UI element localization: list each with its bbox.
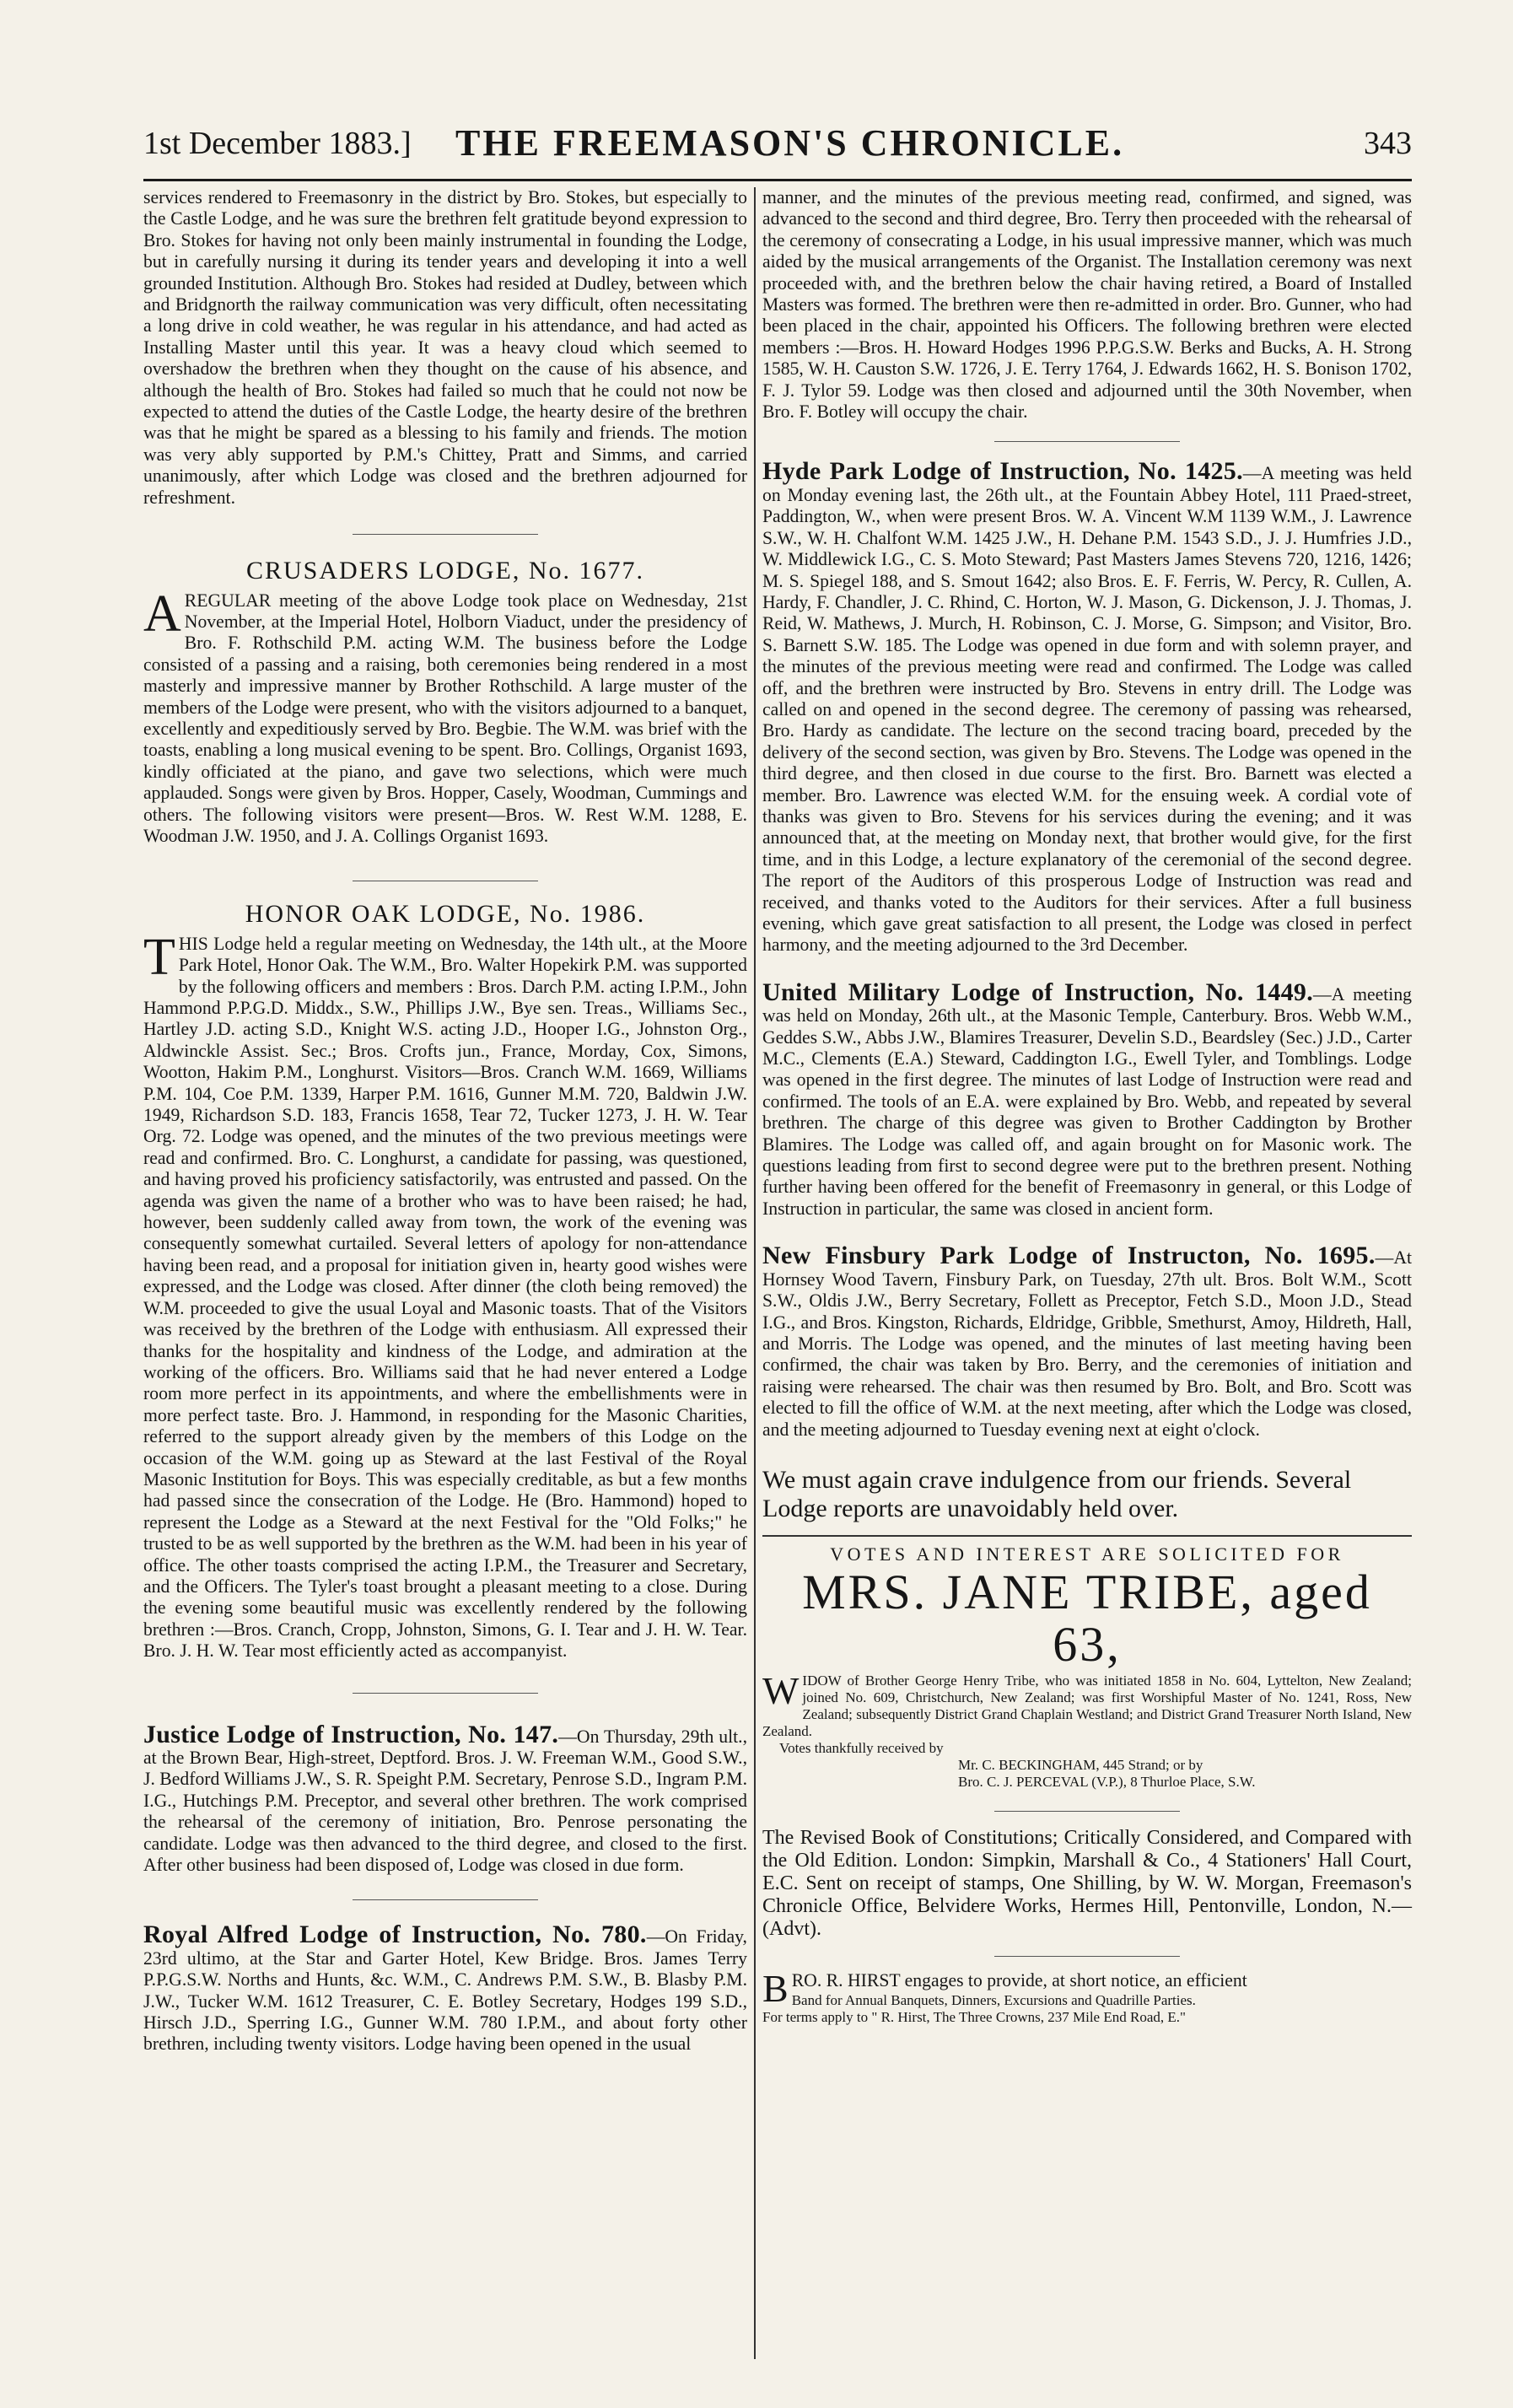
royal-alfred-text: —On Friday, 23rd ultimo, at the Star and Garter Hotel, Kew Bridge. Bros. James Terry P.P.G.S.W. Norths and Hunts, &c. W.M., C. Andrews P.M. S.W., B. Blasby P.M. J.W., Tucker W.M. 1612 Treasurer, C. E. Botley Secretary, Hodges 199 S.D., Hirsch J.D., Sperring I.G., Gunner W.M. 780 I.P.M., and about forty other brethren, including twenty visitors. Lodge having been opened in the usual	[143, 1926, 747, 2055]
united-military-lodge-report	[762, 978, 1413, 1220]
honor-oak-lodge-title: HONOR OAK LODGE, No. 1986.	[245, 900, 646, 929]
crusaders-text: REGULAR meeting of the above Lodge took place on Wednesday, 21st November, at the Imperial Hotel, Holborn Viaduct, under the presidency of Bro. F. Rothschild P.M. acting W.M. The business before the Lodge consisted of a passing and a raising, both ceremonies being rendered in a most masterly and impressive manner by Brother Rothschild. A large muster of the members of the Lodge were present, who with the visitors adjourned to a banquet, excellently and expeditiously served by Bro. Begbie. The W.M. was brief with the toasts, enabling a long musical evening to be spent. Bro. Collings, Organist 1693, kindly officiated at the piano, and gave two selections, which were much applauded. Songs were given by Bros. Hopper, Casely, Woodman, Cummings and others. The following visitors were present—Bros. W. Rest W.M. 1288, E. Woodman J.W. 1950, and J. A. Collings Organist 1693.	[143, 590, 747, 846]
crusaders-lodge-report	[143, 584, 747, 848]
royal-alfred-lodge-title: Royal Alfred Lodge of Instruction, No. 780.	[143, 1920, 647, 1949]
crusaders-lodge-title: CRUSADERS LODGE, No. 1677.	[245, 557, 645, 585]
hyde-park-lodge-report	[762, 457, 1412, 956]
votes-solicited-heading: VOTES AND INTEREST ARE SOLICITED FOR	[830, 1543, 1344, 1565]
right-column	[762, 187, 1412, 2026]
receiver-beckingham: Mr. C. BECKINGHAM, 445 Strand; or by	[958, 1757, 1203, 1774]
united-military-text: —A meeting was held on Monday, 26th ult., at the Masonic Temple, Canterbury. Bros. Webb W.M., Geddes S.W., Abbs J.W., Blamires Treasurer, Develin S.D., Beardsley (Sec.) J.D., Carter M.C., Clements (E.A.) Steward, Caddington I.G., Ewell Tyler, and Tomblings. Lodge was opened in the first degree. The minutes of last Lodge of Instruction were read and confirmed. The tools of an E.A. were explained by Bro. Webb, and repeated by several brethren. The charge of this degree was given to Brother Caddington by Brother Blamires. The Lodge was called off, and again brought on for Masonic work. The questions leading from first to second degree were put to the brethren present. Nothing further having been offered for the benefit of Freemasonry in general, or this Lodge of Instruction in particular, the same was closed in ancient form.	[762, 983, 1413, 1219]
justice-text: —On Thursday, 29th ult., at the Brown Bear, High-street, Deptford. Bros. J. W. Freeman W.M., Good S.W., J. Bedford Williams J.W., S. R. Speight P.M. Secretary, Penrose S.D., Ingram P.M. I.G., Hutchings P.M. Preceptor, and several other brethren. The work comprised the rehearsal of the ceremony of initiation, Bro. Penrose personating the candidate. Lodge was then advanced to the third degree, and closed to the first. After other business had been disposed of, Lodge was closed in due form.	[143, 1726, 747, 1876]
column-divider	[754, 187, 756, 2359]
header-rule	[143, 179, 1412, 181]
castle-lodge-continuation: services rendered to Freemasonry in the district by Bro. Stokes, but especially to the Castle Lodge, and he was sure the brethren felt gratitude beyond expression to Bro. Stokes for having not only been mainly instrumental in founding the Lodge, but in carefully nursing it during its tender years and developing it into a well grounded Institution. Although Bro. Stokes had resided at Dudley, between which and Bridgnorth the railway communication was very difficult, often necessitating a long drive in cold weather, he was regular in his attendance, and had acted as Installing Master until this year. It was a heavy cloud which seemed to overshadow the brethren when they thought on the cause of his absence, and although the health of Bro. Stokes had failed so much that he could not now be expected to attend the duties of the Castle Lodge, the hearty desire of the brethren was that he might be spared as a blessing to his family and friends. The motion was very ably supported by P.M.'s Chittey, Pratt and Simms, and carried unanimously, after which Lodge was closed and the brethren adjourned for refreshment.	[143, 187, 747, 508]
drop-cap: B	[762, 1967, 789, 2011]
votes-received-line: Votes thankfully received by	[779, 1740, 944, 1757]
drop-cap: W	[762, 1669, 800, 1713]
page-number: 343	[1364, 126, 1412, 161]
new-finsbury-lodge-title: New Finsbury Park Lodge of Instructon, No. 1695.	[762, 1242, 1376, 1270]
issue-date: 1st December 1883.]	[143, 126, 412, 161]
new-finsbury-lodge-report	[762, 1242, 1412, 1441]
receiver-perceval: Bro. C. J. PERCEVAL (V.P.), 8 Thurloe Place, S.W.	[958, 1774, 1256, 1791]
page-header	[143, 120, 1412, 172]
hirst-band-line3: For terms apply to " R. Hirst, The Three Crowns, 237 Mile End Road, E."	[762, 2008, 1186, 2025]
drop-cap: T	[143, 928, 175, 986]
royal-alfred-continuation: manner, and the minutes of the previous meeting read, confirmed, and signed, was advanced to the second and third degree, Bro. Terry then proceeded with the rehearsal of the ceremony of consecrating a Lodge, in his usual impressive manner, which was much aided by the musical arrangements of the Organist. The Installation ceremony was next proceeded with, and the brethren below the chair having retired, a Board of Installed Masters was formed. The brethren were then re-admitted in order. Bro. Gunner, who had been placed in the chair, appointed his Officers. The following brethren were elected members :—Bros. H. Howard Hodges 1996 P.P.G.S.W. Berks and Bucks, A. H. Strong 1585, W. H. Causton S.W. 1726, J. E. Terry 1764, J. Edwards 1662, H. S. Bonison 1702, F. J. Tylor 59. Lodge was then closed and adjourned until the 30th November, when Bro. F. Botley will occupy the chair.	[762, 187, 1412, 423]
drop-cap: A	[143, 584, 181, 643]
tribe-appeal-title: MRS. JANE TRIBE, aged 63,	[802, 1565, 1372, 1673]
masthead-title: THE FREEMASON'S CHRONICLE.	[455, 122, 1125, 164]
royal-alfred-lodge-report	[143, 1920, 747, 2055]
united-military-lodge-title: United Military Lodge of Instruction, No. 1449.	[762, 978, 1314, 1006]
hirst-text-line1: RO. R. HIRST engages to provide, at short notice, an efficient	[791, 1970, 1247, 1991]
honor-oak-lodge-report	[143, 928, 747, 1662]
left-column	[143, 187, 747, 2055]
honor-oak-text: HIS Lodge held a regular meeting on Wednesday, the 14th ult., at the Moore Park Hotel, Honor Oak. The W.M., Bro. Walter Hopekirk P.M. was supported by the following officers and members : Bros. Darch P.M. acting I.P.M., John Hammond P.P.G.D. Middx., S.W., Phillips J.W., Bye sen. Treas., Williams Sec., Hartley J.D. acting S.D., Knight W.S. acting J.D., Hooper I.G., Johnston Org., Aldwinckle Assist. Sec.; Bros. Crofts jun., France, Morday, Cox, Simons, Wootton, Hakim P.M., Longhurst. Visitors—Bros. Cranch W.M. 1669, Williams P.M. 104, Coe P.M. 1339, Harper P.M. 1616, Gunner M.M. 720, Baldwin J.W. 1949, Richardson S.D. 183, Francis 1658, Tear 72, Tucker 1273, J. H. W. Tear Org. 72. Lodge was opened, and the minutes of the two previous meetings were read and confirmed. Bro. C. Longhurst, a candidate for passing, was questioned, and having proved his proficiency satisfactorily, was entrusted and passed. On the agenda was given the name of a brother who was to have been raised; he had, however, been suddenly called away from town, the work of the evening was consequently somewhat curtailed. Several letters of apology for non-attendance having been read, and a proposal for initiation given in, hearty good wishes were expressed, and the Lodge was closed. After dinner (the cloth being removed) the W.M. proceeded to give the usual Loyal and Masonic toasts. That of the Visitors was received by the brethren of the Lodge with enthusiasm. All expressed their thanks for the hospitality and kindness of the Lodge, and admiration at the working of the officers. Bro. Williams said that he had never entered a Lodge room more perfect in its appointments, and where the embellishments were in more perfect taste. Bro. J. Hammond, in responding for the Masonic Charities, referred to the support already given by the members of this Lodge on the occasion of the W.M. going up as Steward at the last Festival of the Royal Masonic Institution for Boys. This was especially creditable, as but a few months had passed since the consecration of the Lodge. He (Bro. Hammond) hoped to represent the Lodge as a Steward at the next Festival for the "Old Folks;" he trusted to be as well supported by the brethren as the W.M. had been in his year of office. The other toasts comprised the acting I.P.M., the Treasurer and Secretary, and the Officers. The Tyler's toast brought a pleasant meeting to a close. During the evening some beautiful music was excellently rendered by the following brethren :—Bros. Cranch, Cropp, Johnston, Simons, G. I. Tear and J. H. W. Tear. Bro. J. H. W. Tear most efficiently acted as accompanyist.	[143, 933, 747, 1662]
widow-text: IDOW of Brother George Henry Tribe, who was initiated 1858 in No. 604, Lyttelton, New Zealand; joined No. 609, Christchurch, New Zealand; was first Worshipful Master of No. 1241, Ross, New Zealand; subsequently District Grand Chaplain Westland; and District Grand Treasurer North Island, New Zealand.	[762, 1673, 1412, 1740]
new-finsbury-text: —At Hornsey Wood Tavern, Finsbury Park, on Tuesday, 27th ult. Bros. Bolt W.M., Scott S.W., Oldis J.W., Berry Secretary, Follett as Preceptor, Fetch S.D., Moon J.D., Stead I.G., and Bros. Kingston, Richards, Eldridge, Gribble, Smethurst, Amoy, Hildreth, Hall, and Morris. The Lodge was opened, and the minutes of last meeting having been confirmed, the chair was taken by Bro. Berry, and the ceremonies of initiation and raising were rehearsed. The chair was then resumed by Bro. Bolt, and Bro. Scott was elected to fill the office of W.M. at the next meeting, after which the Lodge was closed, and the meeting adjourned to Tuesday evening next at eight o'clock.	[762, 1247, 1412, 1440]
justice-lodge-title: Justice Lodge of Instruction, No. 147.	[143, 1720, 559, 1748]
hyde-park-text: —A meeting was held on Monday evening last, the 26th ult., at the Fountain Abbey Hotel, 111 Praed-street, Paddington, W., when were present Bros. W. A. Vincent W.M 1139 W.M., J. Lawrence S.W., W. H. Chalfont W.M. 1425 J.W., H. Dehane P.M. 1543 S.D., J. J. Humfries J.D., W. Middlewick I.G., C. S. Moto Steward; Past Masters James Stevens 720, 1216, 1426; M. S. Spiegel 188, and S. Smout 1642; also Bros. E. F. Ferris, W. Percy, R. Cullen, A. Hardy, F. Chandler, J. C. Rhind, C. Horton, W. J. Mason, G. Dickenson, J. J. Thomas, J. Reid, W. Mathews, J. Murch, H. Robinson, C. J. Morse, G. Simpson; and Visitor, Bro. S. Barnett S.W. 185. The Lodge was opened in due form and with solemn prayer, and the minutes of the previous meeting were read and confirmed. The Lodge was called off, and the brethren were instructed by Bro. Stevens in entry drill. The Lodge was called on and opened in the second degree. The ceremony of passing was rehearsed, Bro. Hardy as candidate. The lecture on the second tracing board, preceded by the delivery of the second section, was given by Bro. Stevens. The Lodge was opened in the third degree, and then closed in due course to the first. Bro. Barnett was elected a member. Bro. Lawrence was elected W.M. for the ensuing week. A cordial vote of thanks was given to Bro. Stevens for his services during the evening; and it was announced that, at the meeting on Monday next, that brother would give, for the first time, and in this Lodge, a lecture explanatory of the ceremonial of the second degree. The report of the Auditors of this prosperous Lodge of Instruction was read and received, and thanks voted to the Auditors for their services. After a full business evening, which gave great satisfaction to all present, the Lodge was closed in perfect harmony, and the meeting adjourned to the 3rd December.	[762, 463, 1412, 956]
widow-appeal-text	[762, 1669, 1412, 1740]
hyde-park-lodge-title: Hyde Park Lodge of Instruction, No. 1425.	[762, 457, 1243, 486]
editorial-notice: We must again crave indulgence from our friends. Several Lodge reports are unavoidably held over.	[762, 1465, 1352, 1522]
revised-constitutions-advert: The Revised Book of Constitutions; Critically Considered, and Compared with the Old Edition. London: Simpkin, Marshall & Co., 4 Stationers' Hall Court, E.C. Sent on receipt of stamps, One Shilling, by W. W. Morgan, Freemason's Chronicle Office, Belvidere Works, Hermes Hill, Pentonville, London, N.—(Advt).	[762, 1827, 1412, 1941]
justice-lodge-report	[143, 1720, 747, 1877]
hirst-band-line2: Band for Annual Banquets, Dinners, Excursions and Quadrille Parties.	[791, 1991, 1196, 2008]
